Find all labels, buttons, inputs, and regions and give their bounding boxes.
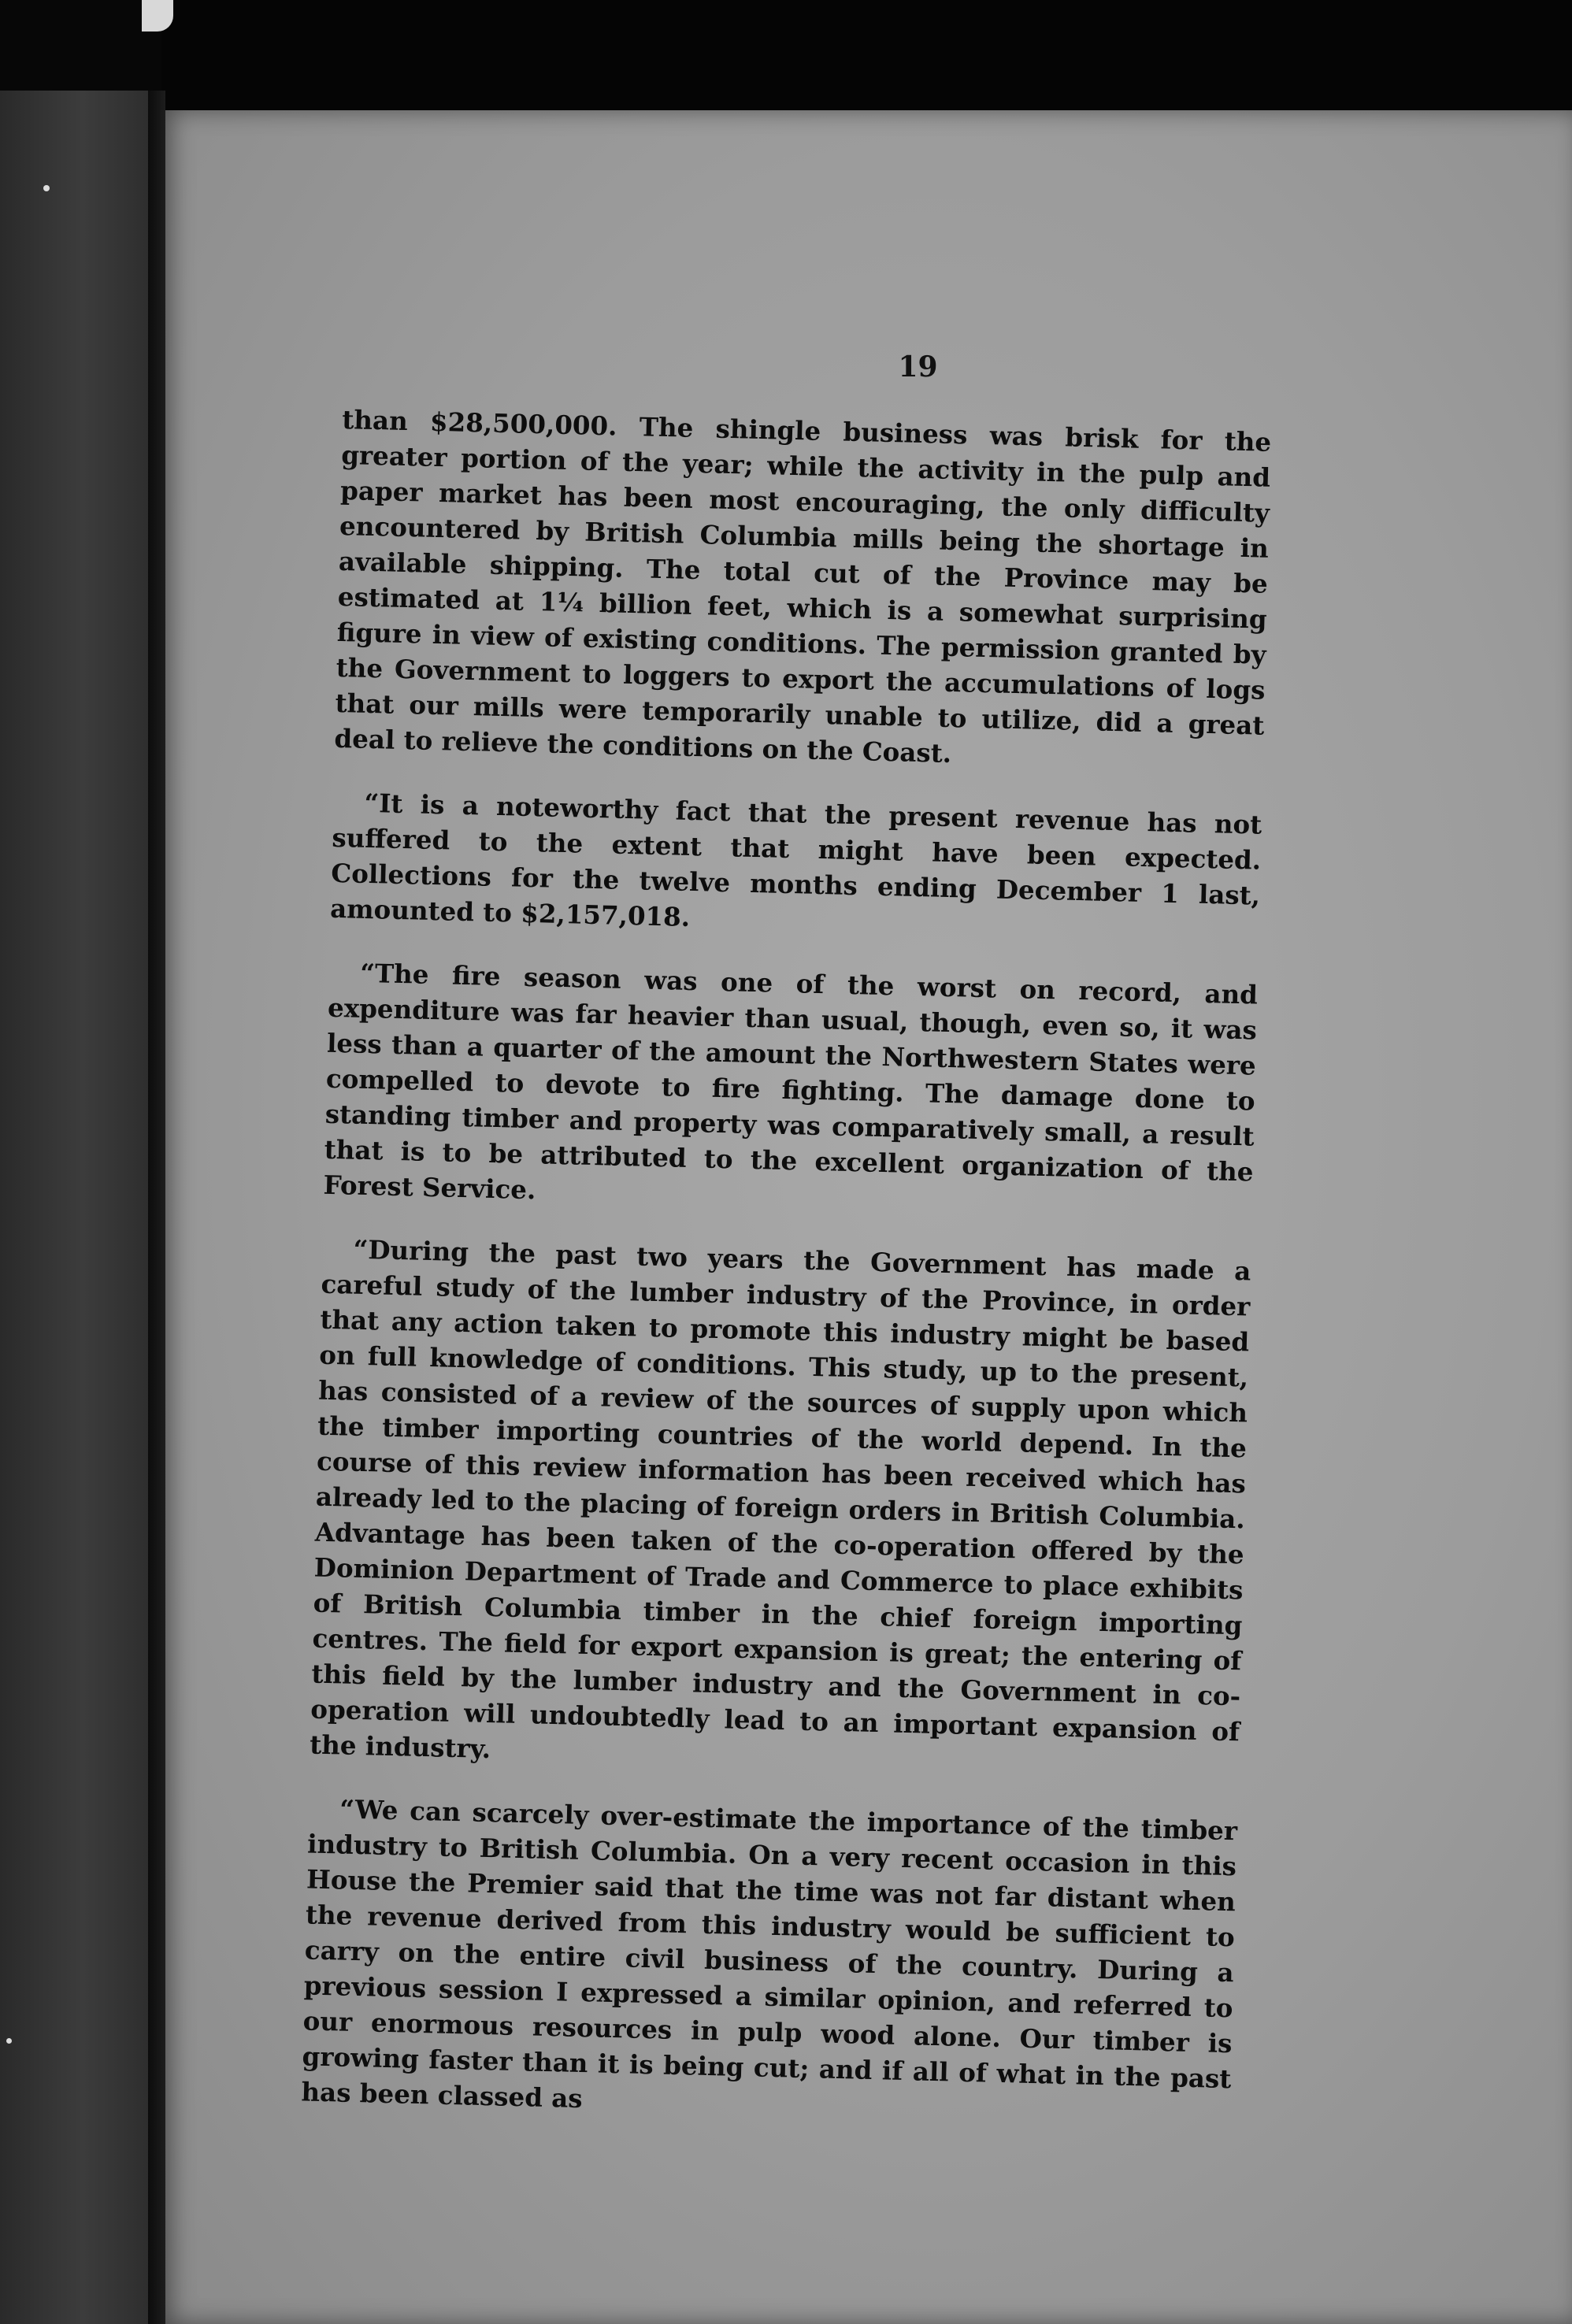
paragraph-2: “It is a noteworthy fact that the present revenue has not suffered to the extent that might have been expected. Collections for the twelve months ending December 1 last, amounted to $2,157,018. (329, 787, 1262, 932)
dust-speck (6, 2038, 12, 2044)
dust-speck (43, 185, 50, 191)
scan-corner-mark (142, 0, 173, 32)
document-page (161, 110, 1572, 2324)
paragraph-3: “The fire season was one of the worst on record, and expenditure was far heavier than usual, though, even so, it was less than a quarter of the amount the Northwestern States were compelled to devote to fire fighting. The damage done to standing timber and property was comparatively small, a result that is to be attributed to the excellent organization of the Forest Service. (323, 957, 1259, 1206)
paragraph-4: “During the past two years the Government has made a careful study of the lumber industry of the Province, in order that any action taken to promote this industry might be based on full knowledge of conditions. This study, up to the present, has consisted of a review of the sources of supply upon which the timber importing countries of the world depend. In the course of this review information has been received which has already led to the placing of foreign orders in British Columbia. Advantage has been taken of the co-operation offered by the Dominion Department of Trade and Commerce to place exhibits of British Columbia timber in the chief foreign importing centres. The field for export expansion is great; the entering of this field by the lumber industry and the Government in co-operation will undoubtedly lead to an important expansion of the industry. (309, 1233, 1251, 1765)
book-gutter (148, 91, 165, 2324)
body-text (300, 402, 1272, 2160)
scan-top-border (161, 0, 1572, 110)
page-number: 19 (898, 350, 938, 384)
facing-page-edge (0, 91, 150, 2324)
paragraph-1: than $28,500,000. The shingle business was brisk for the greater portion of the year; while the activity in the pulp and paper market has been most encouraging, the only difficulty encountered by British Columbia mills being the shortage in available shipping. The total cut of the Province may be estimated at 1¼ billion feet, which is a somewhat surprising figure in view of existing conditions. The permission granted by the Government to loggers to export the accumulations of logs that our mills were temporarily unable to utilize, did a great deal to relieve the conditions on the Coast. (334, 403, 1272, 769)
paragraph-5: “We can scarcely over-estimate the importance of the timber industry to British Columbia. On a very recent occasion in this House the Premier said that the time was not far distant when the revenue derived from this industry would be sufficient to carry on the entire civil business of the country. During a previous session I expressed a similar opinion, and referred to our enormous resources in pulp wood alone. Our timber is growing faster than it is being cut; and if all of what in the past has been classed as (301, 1793, 1238, 2115)
